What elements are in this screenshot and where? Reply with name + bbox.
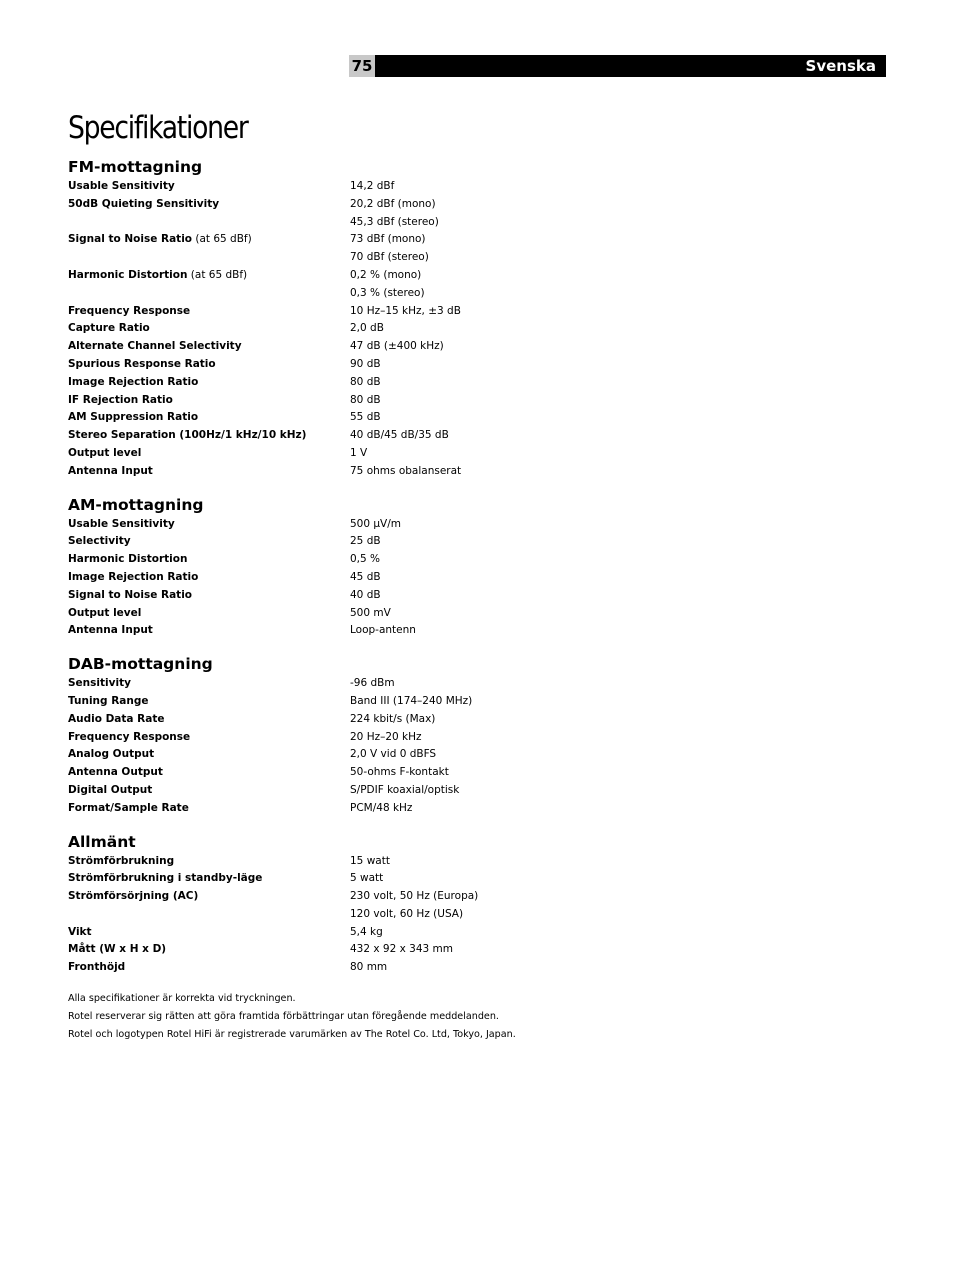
spec-label: Antenna Input [68, 464, 153, 477]
spec-label: Sensitivity [68, 677, 131, 690]
spec-value: 5,4 kg [350, 925, 383, 938]
page-header-bar [349, 55, 886, 77]
spec-row [68, 249, 868, 267]
spec-label-group [68, 569, 198, 587]
spec-value: 1 V [350, 446, 368, 459]
spec-row [68, 374, 868, 392]
spec-value: 5 watt [350, 872, 384, 885]
spec-label: Digital Output [68, 783, 153, 796]
spec-label: IF Rejection Ratio [68, 393, 173, 406]
spec-row [68, 551, 868, 569]
spec-row [68, 516, 868, 534]
spec-content [68, 156, 868, 990]
spec-value: 2,0 dB [350, 322, 384, 335]
spec-value: 20 Hz–20 kHz [350, 730, 422, 743]
spec-label-note: (at 65 dBf) [187, 268, 248, 281]
spec-label-group [68, 941, 166, 959]
spec-row [68, 853, 868, 871]
spec-value: Loop-antenn [350, 624, 416, 637]
spec-value: 14,2 dBf [350, 180, 395, 192]
footnote: Rotel och logotypen Rotel HiFi är registrerade varumärken av The Rotel Co. Ltd, Tokyo, Japan. [68, 1029, 516, 1040]
spec-value: 2,0 V vid 0 dBFS [350, 748, 437, 761]
spec-row [68, 533, 868, 551]
spec-label-group [68, 746, 154, 764]
spec-section [68, 156, 868, 481]
spec-label-group [68, 675, 131, 693]
spec-value: 224 kbit/s (Max) [350, 712, 436, 725]
spec-label: Analog Output [68, 748, 155, 761]
spec-label: Image Rejection Ratio [68, 375, 199, 388]
spec-label-group [68, 409, 198, 427]
spec-label-group [68, 924, 92, 942]
spec-row [68, 356, 868, 374]
spec-label-group [68, 800, 189, 818]
spec-row [68, 231, 868, 249]
spec-value: 120 volt, 60 Hz (USA) [350, 907, 464, 920]
spec-label-group [68, 533, 131, 551]
spec-label: Harmonic Distortion [68, 268, 188, 281]
page-title: Specifikationer [68, 110, 248, 146]
spec-row [68, 746, 868, 764]
spec-label-group [68, 427, 306, 445]
spec-value: 55 dB [350, 411, 381, 424]
spec-value: 45,3 dBf (stereo) [350, 215, 439, 228]
spec-label-group [68, 693, 149, 711]
spec-section [68, 494, 868, 641]
spec-label: Mått (W x H x D) [68, 943, 167, 956]
spec-row [68, 605, 868, 623]
spec-label: Signal to Noise Ratio [68, 233, 193, 246]
spec-value: 50-ohms F-kontakt [350, 766, 449, 779]
spec-label-group [68, 267, 247, 285]
spec-label: Antenna Output [68, 766, 163, 779]
spec-value: 80 dB [350, 393, 381, 406]
spec-label: Vikt [68, 925, 92, 938]
spec-row [68, 711, 868, 729]
spec-label-group [68, 959, 125, 977]
spec-label-group [68, 551, 187, 569]
section-heading: DAB-mottagning [68, 655, 213, 674]
spec-section [68, 653, 868, 817]
spec-value: 10 Hz–15 kHz, ±3 dB [350, 304, 461, 317]
spec-row [68, 214, 868, 232]
spec-row [68, 729, 868, 747]
spec-label: Output level [68, 606, 142, 619]
spec-label-group [68, 764, 163, 782]
spec-label: Alternate Channel Selectivity [68, 340, 242, 353]
spec-value: 500 µV/m [350, 517, 402, 530]
spec-label: Format/Sample Rate [68, 801, 189, 814]
spec-row [68, 267, 868, 285]
spec-label-group [68, 711, 164, 729]
spec-value: 0,3 % (stereo) [350, 286, 425, 299]
spec-label-group [68, 587, 192, 605]
spec-value: 20,2 dBf (mono) [350, 197, 436, 210]
spec-value: 500 mV [350, 606, 391, 619]
spec-label: Strömförbrukning i standby-läge [68, 872, 263, 885]
spec-value: 80 mm [350, 961, 388, 974]
spec-value: Band III (174–240 MHz) [350, 694, 473, 707]
spec-row [68, 338, 868, 356]
spec-label: Frequency Response [68, 304, 191, 317]
spec-label-group [68, 622, 153, 640]
spec-label-group [68, 374, 198, 392]
spec-row [68, 782, 868, 800]
spec-row [68, 959, 868, 977]
spec-label-group [68, 463, 153, 481]
spec-row [68, 675, 868, 693]
spec-section [68, 831, 868, 978]
spec-label: Stereo Separation (100Hz/1 kHz/10 kHz) [68, 429, 307, 442]
spec-value: 70 dBf (stereo) [350, 251, 429, 264]
spec-label-group [68, 888, 198, 906]
spec-row [68, 569, 868, 587]
spec-value: 40 dB/45 dB/35 dB [350, 429, 449, 442]
spec-value: 73 dBf (mono) [350, 233, 426, 246]
spec-label: Signal to Noise Ratio [68, 588, 193, 601]
spec-label: Capture Ratio [68, 322, 150, 335]
footnotes [68, 990, 516, 1044]
spec-row [68, 924, 868, 942]
spec-label-note: (at 65 dBf) [192, 233, 252, 246]
spec-row [68, 906, 868, 924]
spec-row [68, 587, 868, 605]
footnote: Alla specifikationer är korrekta vid tryckningen. [68, 993, 296, 1004]
spec-value: 47 dB (±400 kHz) [350, 340, 444, 353]
spec-label-group [68, 196, 219, 214]
spec-label-group [68, 231, 252, 249]
spec-value: S/PDIF koaxial/optisk [350, 783, 460, 796]
spec-value: 15 watt [350, 854, 390, 867]
spec-value: 80 dB [350, 375, 381, 388]
spec-label: Strömförsörjning (AC) [68, 890, 199, 903]
spec-value: 25 dB [350, 535, 381, 548]
spec-label: 50dB Quieting Sensitivity [68, 197, 220, 210]
spec-label-group [68, 782, 152, 800]
spec-value: 45 dB [350, 570, 381, 583]
spec-value: -96 dBm [350, 677, 395, 690]
spec-value: 432 x 92 x 343 mm [350, 943, 454, 956]
spec-row [68, 285, 868, 303]
spec-label-group [68, 338, 242, 356]
spec-value: 90 dB [350, 357, 381, 370]
spec-label-group [68, 445, 141, 463]
spec-row [68, 445, 868, 463]
spec-label-group [68, 303, 190, 321]
spec-label: Selectivity [68, 535, 131, 548]
spec-label: AM Suppression Ratio [68, 411, 199, 424]
spec-label: Usable Sensitivity [68, 180, 175, 192]
language-label: Svenska [805, 57, 876, 75]
spec-label-group [68, 356, 216, 374]
spec-label: Audio Data Rate [68, 712, 165, 725]
spec-label: Fronthöjd [68, 961, 126, 974]
spec-row [68, 303, 868, 321]
spec-label: Tuning Range [68, 694, 149, 707]
spec-label: Frequency Response [68, 730, 191, 743]
spec-label-group [68, 729, 190, 747]
spec-row [68, 800, 868, 818]
section-heading: FM-mottagning [68, 158, 203, 176]
spec-row [68, 693, 868, 711]
spec-row [68, 870, 868, 888]
spec-label-group [68, 853, 174, 871]
spec-label-group [68, 605, 141, 623]
spec-value: PCM/48 kHz [350, 801, 413, 814]
footnote: Rotel reserverar sig rätten att göra framtida förbättringar utan föregående meddelanden. [68, 1011, 499, 1022]
spec-label: Spurious Response Ratio [68, 357, 216, 370]
spec-label-group [68, 392, 173, 410]
spec-row [68, 196, 868, 214]
spec-value: 40 dB [350, 588, 381, 601]
spec-label-group [68, 320, 150, 338]
spec-row [68, 427, 868, 445]
spec-row [68, 392, 868, 410]
spec-row [68, 941, 868, 959]
spec-row [68, 178, 868, 196]
spec-value: 75 ohms obalanserat [350, 464, 462, 477]
spec-label-group [68, 870, 262, 888]
spec-value: 0,2 % (mono) [350, 268, 422, 281]
spec-row [68, 888, 868, 906]
spec-row [68, 320, 868, 338]
spec-row [68, 764, 868, 782]
spec-label: Harmonic Distortion [68, 553, 188, 566]
spec-label-group [68, 516, 175, 534]
section-heading: Allmänt [68, 832, 136, 851]
spec-label: Image Rejection Ratio [68, 570, 199, 583]
spec-row [68, 463, 868, 481]
spec-label: Output level [68, 446, 142, 459]
spec-label: Usable Sensitivity [68, 517, 175, 530]
spec-value: 230 volt, 50 Hz (Europa) [350, 890, 479, 903]
spec-row [68, 622, 868, 640]
spec-label-group [68, 178, 175, 196]
spec-label: Antenna Input [68, 624, 153, 637]
page-number: 75 [349, 55, 375, 77]
spec-label: Strömförbrukning [68, 854, 175, 867]
spec-row [68, 409, 868, 427]
spec-value: 0,5 % [350, 553, 381, 566]
section-heading: AM-mottagning [68, 495, 204, 514]
